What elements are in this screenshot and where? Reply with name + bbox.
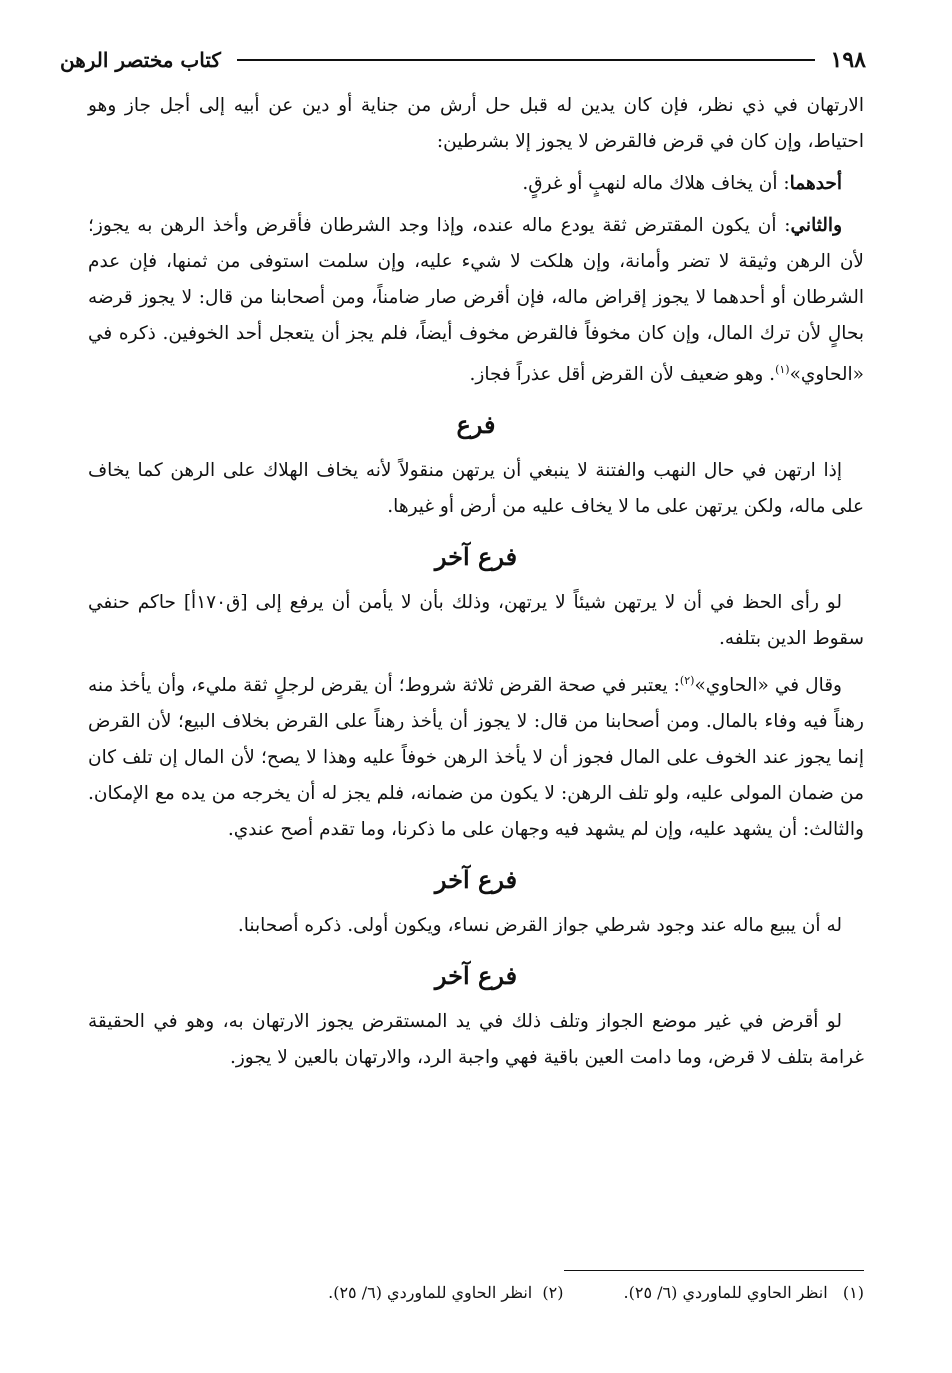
running-title: كتاب مختصر الرهن	[60, 48, 221, 72]
footnote-separator	[564, 1270, 864, 1271]
intro-paragraph-1: الارتهان في ذي نظر، فإن كان يدين له قبل حل أرش من جناية أو دين عن أبيه إلى أجل جاز وهو احتياط، وإن كان في قرض فالقرض لا يجوز إلا بشرطين:	[88, 95, 864, 152]
section-heading-far-akhar-3: فرع آخر	[434, 961, 518, 991]
footnote-ref-1: (١)	[775, 363, 790, 376]
header-rule	[237, 59, 815, 61]
footnote-ref-2: (٢)	[679, 674, 695, 688]
intro-paragraph-3	[88, 208, 864, 393]
page-header	[60, 40, 866, 80]
section-heading-far-akhar-1: فرع آخر	[434, 542, 518, 572]
section2-paragraph-2-start: وقال في «الحاوي»	[694, 675, 842, 697]
second-condition-label: والثاني	[790, 215, 842, 236]
section2-paragraph-2-rest: : يعتبر في صحة القرض ثلاثة شروط؛ أن يقرض لرجلٍ ثقة مليء، وأن يأخذ منه رهناً فيه وفاء بالمال. ومن أصحابنا من قال: لا يجوز أن يأخذ رهناً على القرض بخلاف البيع؛ لأن القرض إنما يجوز عند الخوف على المال فجوز أن لا يأخذ الرهن خوفاً عليه وهذا لا يصح؛ لأن المال إن تلف كان من ضمان المولى عليه، ولو تلف الرهن: لا يكون من ضمانه، فلم يجز له أن يخرجه من يده مع الإمكان. والثالث: أن يشهد عليه، وإن لم يشهد فيه وجهان على ما ذكرنا، وما تقدم أصح عندي.	[88, 675, 864, 841]
footnote-1	[624, 1280, 864, 1306]
footnote-1-text: انظر الحاوي للماوردي (٦/ ٢٥).	[623, 1283, 828, 1302]
footnote-2-number: (٢)	[542, 1283, 564, 1302]
page-number: ١٩٨	[830, 47, 866, 73]
section3-paragraph: له أن يبيع ماله عند وجود شرطي جواز القرض نساء، ويكون أولى. ذكره أصحابنا.	[237, 915, 842, 937]
first-condition-label: أحدهما	[789, 173, 842, 194]
second-condition-text: : أن يكون المقترض ثقة يودع ماله عنده، وإذا وجد الشرطان فأقرض وأخذ الرهن به يجوز؛ لأن الرهن وثيقة لا تضر وأمانة، وإن هلكت لا شيء عليه، وإن سلمت استوفى من ثمنها، فإن عدم الشرطان أو أحدهما لا يجوز إقراض ماله، فإن أقرض صار ضامناً، ومن أصحابنا من قال: لا يجوز قرضه بحالٍ لأن ترك المال، وإن كان مخوفاً فالقرض مخوف أيضاً، فلم يجز أن يتعجل أحد الخوفين. ذكره في «الحاوي»	[88, 215, 864, 386]
footnotes	[88, 1280, 864, 1306]
section-heading-far-akhar-2: فرع آخر	[434, 865, 518, 895]
footnote-2-text: انظر الحاوي للماوردي (٦/ ٢٥).	[328, 1283, 533, 1302]
section1-paragraph: إذا ارتهن في حال النهب والفتنة لا ينبغي أن يرتهن منقولاً لأنه يخاف الهلاك على الرهن كما يخاف على ماله، ولكن يرتهن على ما لا يخاف عليه من أرض أو غيرها.	[88, 460, 864, 518]
footnote-1-number: (١)	[842, 1283, 864, 1302]
footnote-2	[328, 1280, 563, 1306]
page-body	[88, 88, 864, 1082]
second-condition-tail: . وهو ضعيف لأن القرض أقل عذراً فجاز.	[469, 364, 776, 386]
section2-paragraph-2	[88, 663, 864, 848]
first-condition-text: : أن يخاف هلاك ماله لنهبٍ أو غرقٍ.	[522, 173, 790, 194]
section2-paragraph-1: لو رأى الحظ في أن لا يرتهن شيئاً لا يرتهن، وذلك بأن لا يأمن أن يرفع إلى [ق١٧٠أ] حاكم حنفي سقوط الدين بتلفه.	[88, 592, 864, 650]
section-heading-far: فرع	[456, 410, 496, 440]
intro-paragraph-2	[88, 166, 864, 202]
section4-paragraph: لو أقرض في غير موضع الجواز وتلف ذلك في يد المستقرض يجوز الارتهان به، وهو في الحقيقة غرامة بتلف لا قرض، وما دامت العين باقية فهي واجبة الرد، والارتهان بالعين لا يجوز.	[88, 1011, 864, 1069]
